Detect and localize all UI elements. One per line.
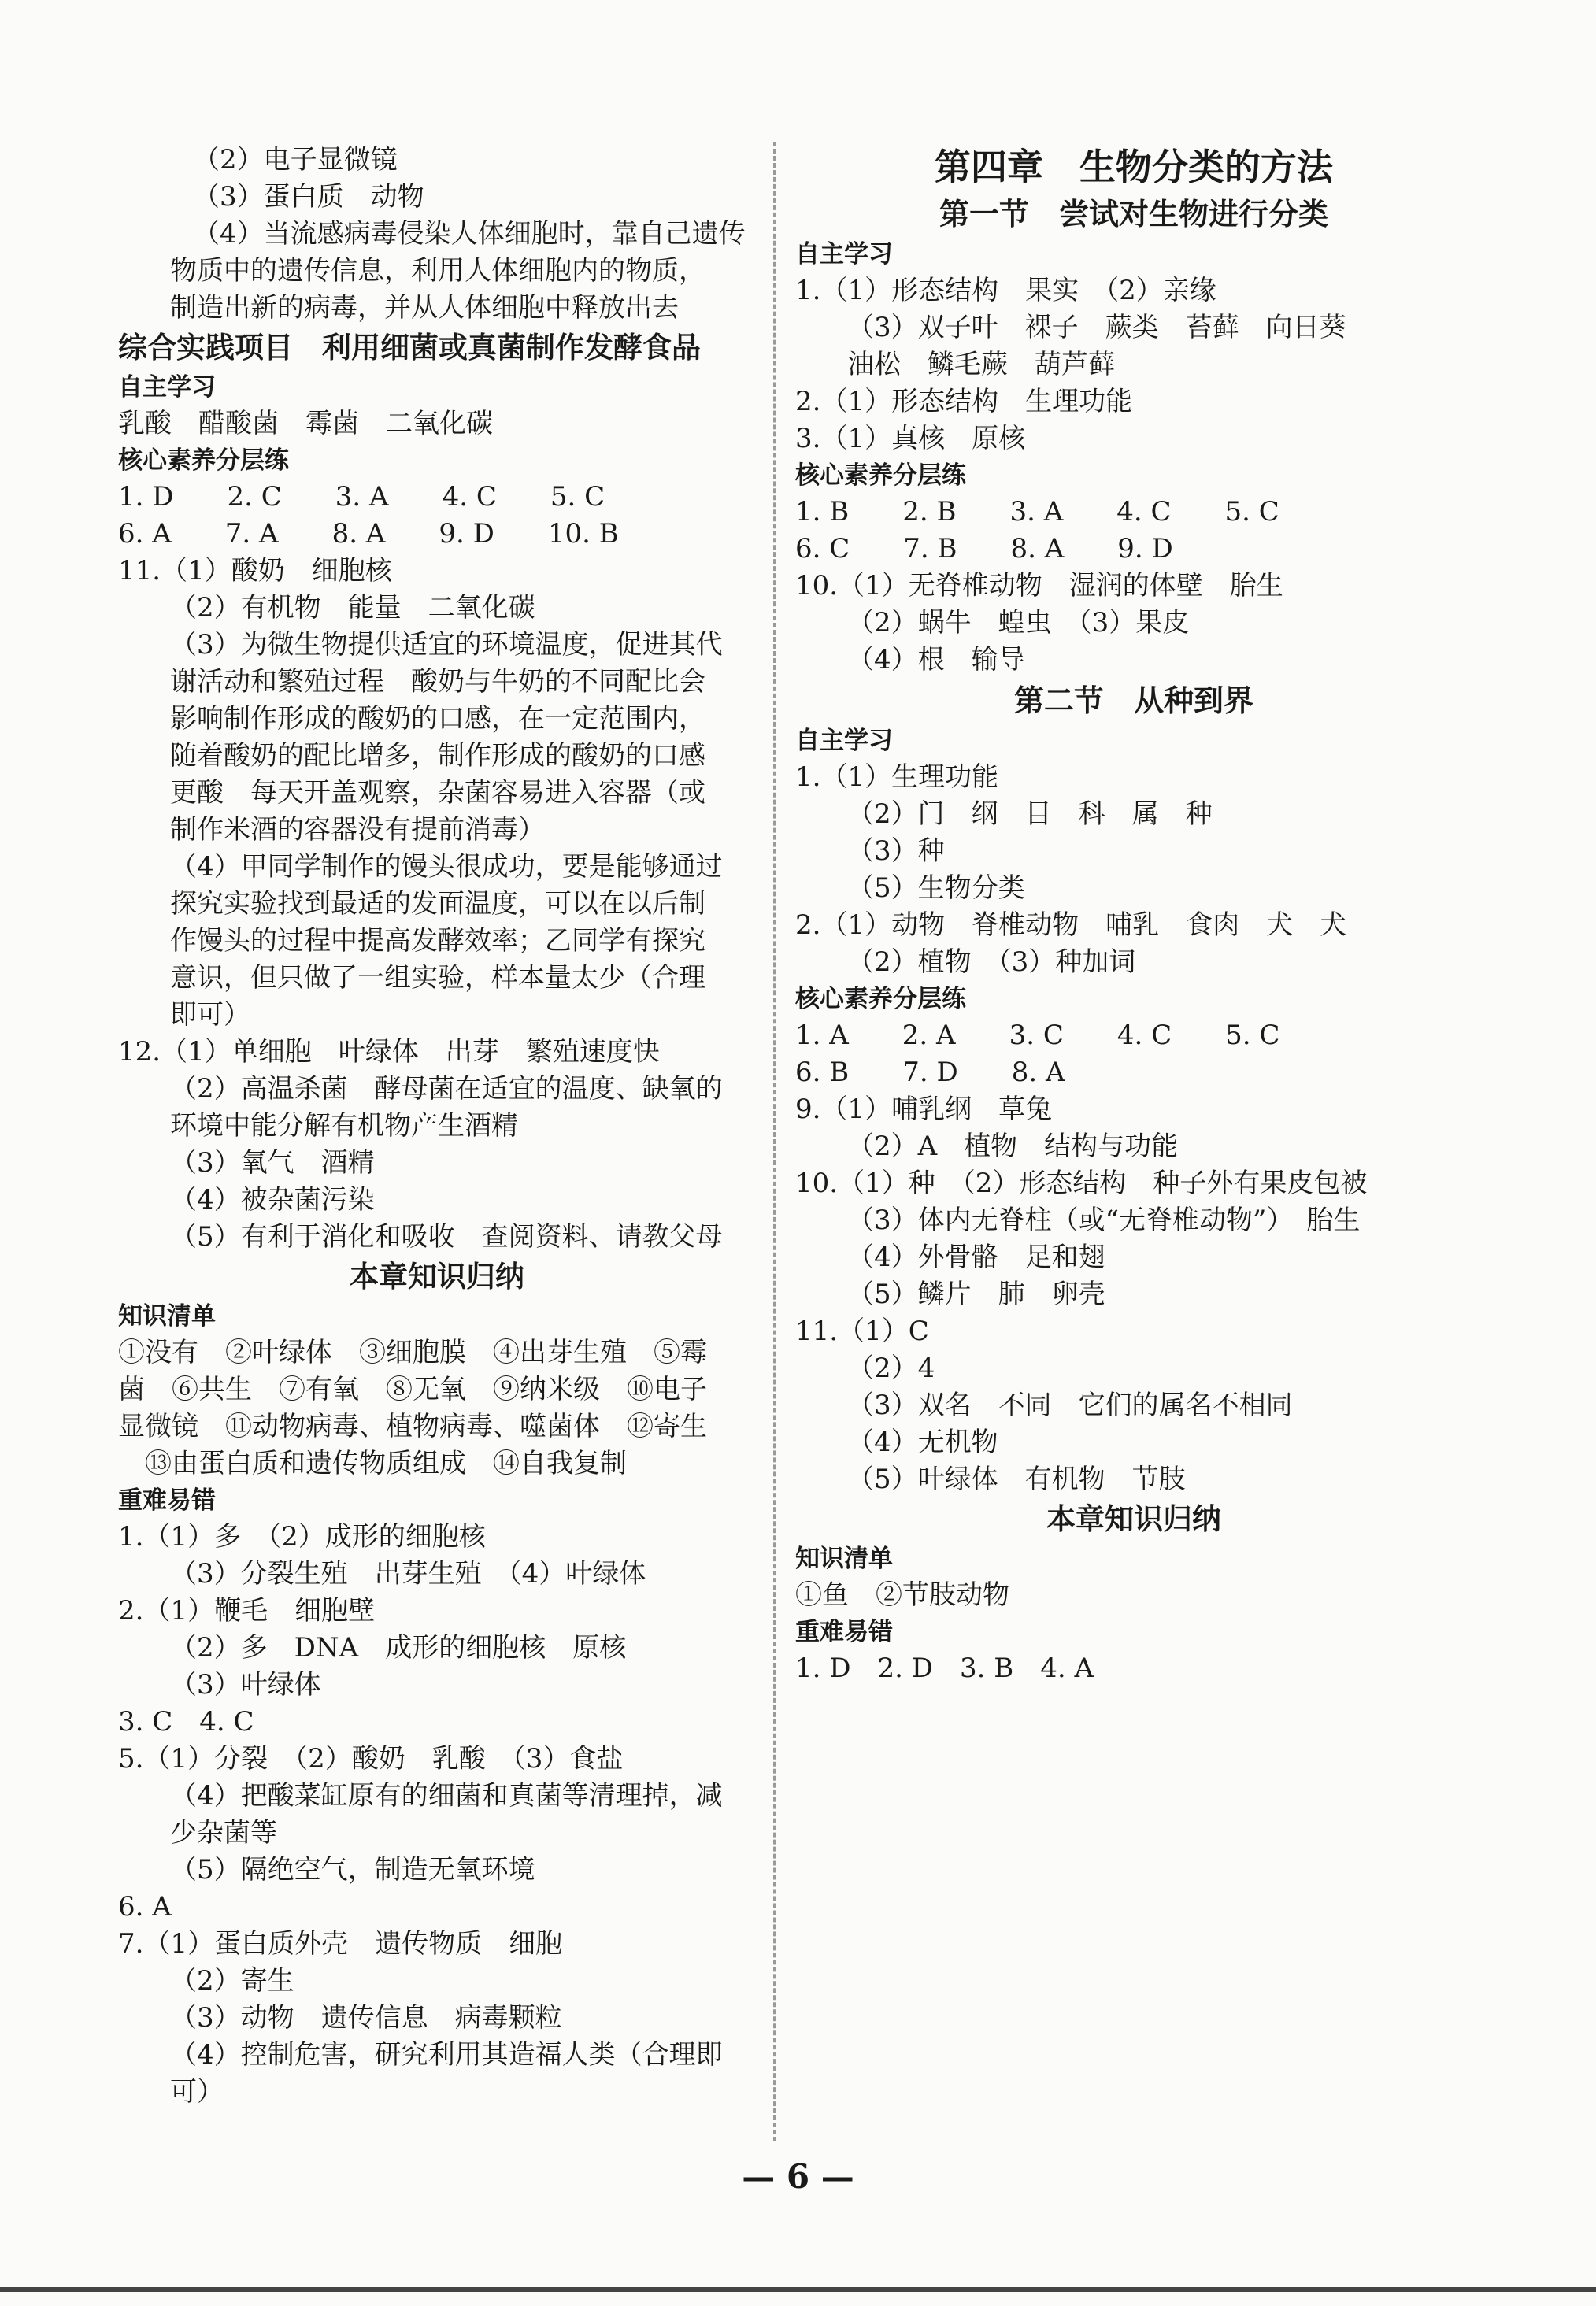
answer-line: （2）多 DNA 成形的细胞核 原核	[170, 1632, 627, 1664]
answer-line: 10.（1）无脊椎动物 湿润的体壁 胎生	[795, 570, 1283, 601]
answer-line: （4）无机物	[847, 1427, 998, 1458]
answer-line: 探究实验找到最适的发面温度，可以在以后制	[170, 888, 705, 920]
answer-line: 5.（1）分裂 （2）酸奶 乳酸 （3）食盐	[118, 1743, 624, 1775]
answer-line: （2）寄生	[170, 1965, 294, 1997]
subsection-label: 重难易错	[118, 1486, 216, 1515]
answer-line: 物质中的遗传信息，利用人体细胞内的物质，	[170, 255, 705, 287]
answer-line: （3）氧气 酒精	[170, 1147, 375, 1179]
page-number: — 6 —	[742, 2157, 854, 2196]
answer-line: （2）高温杀菌 酵母菌在适宜的温度、缺氧的	[170, 1073, 723, 1105]
answer-line: 1.（1）生理功能	[795, 761, 999, 793]
answer-line: 3. C 4. C	[118, 1706, 254, 1738]
answer-line: （4）控制危害，研究利用其造福人类（合理即	[170, 2039, 723, 2071]
answer-line: （3）动物 遗传信息 病毒颗粒	[170, 2002, 562, 2034]
answer-line: 随着酸奶的配比增多，制作形成的酸奶的口感	[170, 740, 705, 772]
answer-line: （5）生物分类	[847, 872, 1025, 904]
answer-line: （4）外骨骼 足和翅	[847, 1242, 1105, 1273]
answer-line: （2）有机物 能量 二氧化碳	[170, 592, 535, 624]
answer-line: （5）鳞片 肺 卵壳	[847, 1279, 1105, 1310]
answer-line: （4）当流感病毒侵染人体细胞时，靠自己遗传	[193, 218, 746, 250]
answer-line: （2）电子显微镜	[193, 144, 398, 176]
answer-line: （5）有利于消化和吸收 查阅资料、请教父母	[170, 1221, 723, 1253]
answer-line: （3）分裂生殖 出芽生殖 （4）叶绿体	[170, 1558, 646, 1590]
answer-line: （2）蜗牛 蝗虫 （3）果皮	[847, 607, 1190, 638]
answer-line: （5）叶绿体 有机物 节肢	[847, 1464, 1186, 1495]
answer-line: 菌 ⑥共生 ⑦有氧 ⑧无氧 ⑨纳米级 ⑩电子	[118, 1374, 707, 1405]
chapter-title: 第四章 生物分类的方法	[935, 146, 1333, 188]
answer-line: ⑬由蛋白质和遗传物质组成 ⑭自我复制	[118, 1448, 627, 1479]
answer-line: 制作米酒的容器没有提前消毒）	[170, 814, 545, 846]
answer-line: （3）叶绿体	[170, 1669, 321, 1701]
answer-line: 1. D 2. D 3. B 4. A	[795, 1653, 1094, 1684]
column-divider	[773, 142, 776, 2141]
answer-line: 10.（1）种 （2）形态结构 种子外有果皮包被	[795, 1168, 1368, 1199]
answer-line: 1. D 2. C 3. A 4. C 5. C	[118, 481, 605, 513]
answer-line: 1. B 2. B 3. A 4. C 5. C	[795, 496, 1279, 527]
answer-line: 作馒头的过程中提高发酵效率；乙同学有探究	[170, 925, 705, 957]
answer-line: ①鱼 ②节肢动物	[795, 1579, 1009, 1611]
answer-line: （3）体内无脊柱（或“无脊椎动物”） 胎生	[847, 1205, 1361, 1236]
unit-heading: 综合实践项目 利用细菌或真菌制作发酵食品	[118, 331, 701, 365]
answer-line: 环境中能分解有机物产生酒精	[170, 1110, 518, 1142]
answer-line: 3.（1）真核 原核	[795, 423, 1026, 454]
subsection-label: 核心素养分层练	[118, 446, 289, 475]
answer-line: （4）根 输导	[847, 644, 1025, 676]
answer-line: 意识，但只做了一组实验，样本量太少（合理	[170, 962, 705, 994]
answer-line: （3）双名 不同 它们的属名不相同	[847, 1390, 1293, 1421]
answer-line: 9.（1）哺乳纲 草兔	[795, 1094, 1053, 1125]
answer-line: 1.（1）多 （2）成形的细胞核	[118, 1521, 486, 1553]
answer-line: 1. A 2. A 3. C 4. C 5. C	[795, 1020, 1280, 1051]
answer-line: （2）A 植物 结构与功能	[847, 1131, 1179, 1162]
subsection-label: 自主学习	[795, 240, 893, 268]
answer-line: 2.（1）动物 脊椎动物 哺乳 食肉 犬 犬	[795, 909, 1347, 941]
answer-line: 1.（1）形态结构 果实 （2）亲缘	[795, 275, 1216, 306]
answer-line: （4）被杂菌污染	[170, 1184, 375, 1216]
answer-line: 可）	[170, 2076, 224, 2108]
right-column	[795, 142, 1472, 1687]
subsection-label: 自主学习	[118, 373, 216, 402]
subsection-label: 知识清单	[118, 1302, 216, 1331]
answer-line: 12.（1）单细胞 叶绿体 出芽 繁殖速度快	[118, 1036, 660, 1068]
section-title: 第二节 从种到界	[1013, 683, 1253, 718]
subsection-label: 核心素养分层练	[795, 985, 966, 1013]
subsection-label: 自主学习	[795, 727, 893, 755]
answer-line: （5）隔绝空气，制造无氧环境	[170, 1854, 535, 1886]
subsection-label: 知识清单	[795, 1545, 893, 1573]
answer-line: 6. A	[118, 1891, 172, 1923]
section-title: 第一节 尝试对生物进行分类	[939, 197, 1328, 231]
answer-line: （2）4	[847, 1353, 935, 1384]
left-column	[118, 142, 756, 2111]
answer-line: 油松 鳞毛蕨 葫芦藓	[847, 349, 1115, 380]
answer-line: （2）门 纲 目 科 属 种	[847, 798, 1213, 830]
unit-heading: 本章知识归纳	[1046, 1502, 1221, 1536]
answer-line: 6. A 7. A 8. A 9. D 10. B	[118, 518, 619, 550]
answer-line: 2.（1）形态结构 生理功能	[795, 386, 1133, 417]
answer-line: ①没有 ②叶绿体 ③细胞膜 ④出芽生殖 ⑤霉	[118, 1337, 707, 1368]
answer-line: （4）把酸菜缸原有的细菌和真菌等清理掉，减	[170, 1780, 723, 1812]
answer-line: （3）为微生物提供适宜的环境温度，促进其代	[170, 629, 723, 661]
answer-line: 更酸 每天开盖观察，杂菌容易进入容器（或	[170, 777, 705, 809]
subsection-label: 重难易错	[795, 1618, 893, 1646]
answer-line: 即可）	[170, 999, 250, 1031]
answer-line: 6. C 7. B 8. A 9. D	[795, 533, 1173, 564]
answer-line: 11.（1）C	[795, 1316, 929, 1347]
answer-line: 少杂菌等	[170, 1817, 277, 1849]
answer-line: （3）蛋白质 动物	[193, 181, 424, 213]
answer-line: 2.（1）鞭毛 细胞壁	[118, 1595, 376, 1627]
answer-line: 谢活动和繁殖过程 酸奶与牛奶的不同配比会	[170, 666, 705, 698]
answer-line: 显微镜 ⑪动物病毒、植物病毒、噬菌体 ⑫寄生	[118, 1411, 707, 1442]
unit-heading: 本章知识归纳	[350, 1260, 524, 1294]
answer-line: 7.（1）蛋白质外壳 遗传物质 细胞	[118, 1928, 563, 1960]
answer-line: 11.（1）酸奶 细胞核	[118, 555, 392, 587]
answer-line: （4）甲同学制作的馒头很成功，要是能够通过	[170, 851, 723, 883]
answer-line: 6. B 7. D 8. A	[795, 1057, 1065, 1088]
subsection-label: 核心素养分层练	[795, 461, 966, 490]
bottom-rule	[0, 2287, 1596, 2292]
answer-line: （3）种	[847, 835, 945, 867]
answer-line: 乳酸 醋酸菌 霉菌 二氧化碳	[118, 408, 493, 439]
answer-line: 影响制作形成的酸奶的口感，在一定范围内，	[170, 703, 705, 735]
answer-line: （2）植物 （3）种加词	[847, 946, 1136, 978]
answer-line: （3）双子叶 裸子 蕨类 苔藓 向日葵	[847, 312, 1346, 343]
answer-line: 制造出新的病毒，并从人体细胞中释放出去	[170, 292, 679, 324]
